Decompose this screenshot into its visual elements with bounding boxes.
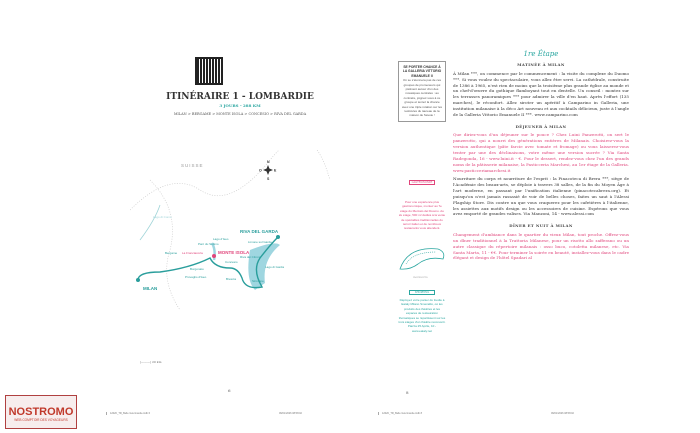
svg-text:Limone sul Garda: Limone sul Garda [248, 240, 272, 244]
main-column [453, 62, 629, 261]
map-scale: |———| 20 km [140, 360, 162, 364]
paragraph: Nourriture du corps et nourriture de l'esprit : la Pinacoteca di Brera ***, siège de l'Académie des beaux-arts, se déploie à travers 38 salles, de la fin du Moyen Âge à l'art moderne, en passant par l'unification italienne (pinacotecabrera.org). Et puisqu'on n'est jamais rassasié de voir de belles choses, faites un saut à l'Alessi Flagship Store. Dis contre un que vous craquerez pour les cafetières à l'italienne, les assiettes aux motifs design ou les accessoires de cuisine. Espérons que vous avez emporté de grandes valises. Via Manzoni, 14 - www.alessi.com [453, 176, 629, 217]
svg-text:N: N [267, 160, 270, 164]
qr-code [195, 57, 223, 85]
svg-text:Concesio: Concesio [225, 260, 238, 264]
svg-text:Brescia: Brescia [226, 277, 237, 281]
food-caption: PANZEROTTO [413, 277, 428, 279]
svg-text:Bergame: Bergame [165, 251, 178, 255]
gastronomie-badge: GASTRONOMIE [409, 180, 435, 185]
sidebar-box-galleria: SE PORTER CHANCE À LA GALLERIA VITTORIO EMANUELE II On se s'étonnera pas de ces groupes de promeneurs qui piétinent autour d'un des mosaïques centrales : au contraire, joignez-vous à ce groupe et tentez la chance avec une triple rotation sur les testicules du taureau de la maison de Savoie ! [398, 61, 446, 122]
itinerary-route: MILAN > BERGAME > MONTE ISOLA > CONCESIO > RIVA DEL GARDA [173, 112, 307, 116]
map-label-riva: RIVA DEL GARDA [240, 229, 279, 234]
svg-text:S: S [267, 177, 270, 181]
gastronomie-note: Pour une expérience plus gastronomique, montez au 7e étage du Mercato del Duomo. Au 2e étage, 500 m² dédiés à la vente de spécialités traditionnelles du terroir italien et de nombreux restaurants vous attendent. [398, 200, 446, 231]
svg-text:Lago di Como: Lago di Como [153, 215, 172, 219]
paragraph: Que diriez-vous d'un déjeuner sur le pouce ? Chez Luini Panzerotti, on sert le panzerotto, qui a nourri des générations entières de Milanais. Choisirez-vous la version authentique (pâte farcie avec tomate et fromage) ou vous laisserez-vous tenter par une des déclinaisons, votre même une version sucrée ? Via Santa Radegonda, 16 - www.luini.it - €. Pour le dessert, rendez-vous chez l'un des grands noms de la pâtisserie milanaise, la Pasticceria Marchesi, au 1er étage de la Galleria. www.pasticceriamarchesi.it [453, 132, 629, 173]
page-number-left: 6 [228, 388, 231, 393]
svg-text:Lago d'Iseo: Lago d'Iseo [213, 237, 229, 241]
section-heading: MATINÉE À MILAN [517, 62, 565, 67]
shopping-badge: SHOPPING [409, 290, 435, 295]
section-heading: DÎNER ET NUIT À MILAN [509, 223, 573, 229]
section-heading: DÉJEUNER À MILAN [515, 123, 567, 129]
svg-text:E: E [274, 168, 277, 173]
print-date: 09/01/2026 08:58:02 [551, 412, 574, 415]
svg-text:Lago di Garda: Lago di Garda [265, 265, 285, 269]
svg-text:Borgonato: Borgonato [190, 267, 204, 271]
etape-title: 1re Étape [523, 50, 559, 58]
svg-text:La Franciacorta: La Franciacorta [182, 251, 203, 255]
map-label-monte-isola: MONTE ISOLA [218, 250, 250, 255]
svg-text:Riva dei Citrons: Riva dei Citrons [240, 255, 262, 259]
print-slug: 12020_TR_Belle Gourmande.indb 6 [106, 412, 150, 415]
paragraph: Changement d'ambiance dans le quartier du vieux Milan, tout proche. Offrez-vous un dîner traditionnel à la Trattoria Milanese, pour un risotto allo zafferano ou un autre classique du répertoire milanais : osso buco, cotoletta milanese, etc. Via Santa Marta, 11 - €€. Pour terminer la soirée en beauté, installez-vous dans le cadre élégant et design de l'hôtel Spadari al [453, 232, 629, 261]
svg-text:Sirmione: Sirmione [252, 279, 264, 283]
nostromo-logo: NOSTROMO WEB COMPTOIR DES VOYAGEURS [5, 395, 77, 429]
print-slug: 12020_TR_Belle Gourmande.indb 8 [378, 412, 422, 415]
panzerotto-illustration [398, 244, 448, 274]
print-date: 09/01/2026 08:58:02 [279, 412, 302, 415]
svg-text:Provaglio d'Iseo: Provaglio d'Iseo [185, 275, 207, 279]
map-label-milan: MILAN [143, 286, 158, 291]
route-map [130, 150, 330, 310]
itinerary-title: ITINÉRAIRE 1 - LOMBARDIE [166, 92, 314, 102]
map-label-country: SUISSE [181, 163, 204, 168]
svg-text:Parc du Sebino: Parc du Sebino [198, 242, 219, 246]
eataly-note: Déployez votre panier du foodie à Eataly Milano Smeraldo, où les produits des théâtres et les espaces de restauration thématiques se répartissent sur les trois étages d'un théâtre reconverti. Piazza 25 Aprile, 10 - www.eataly.net [398, 298, 446, 333]
compass-icon [259, 160, 277, 181]
border-line [130, 150, 330, 210]
itinerary-subtitle: 3 JOURS - 288 KM [219, 103, 261, 108]
svg-text:O: O [259, 168, 262, 173]
paragraph: À Milan ***, on commence par le commencement : la visite du complexe du Duomo ***. Si vous voulez du spectaculaire, vous allez être servi. La cathédrale, construite de 1386 à 1965, n'est rien de moins que la troisième plus grande église au monde et un chef-d'œuvre du gothique flamboyant tout en dentelle. Un conseil : montez sur les terrasses panoramiques *** pour admirer la ville d'en haut. Après l'effort (135 marches), le réconfort. Allez siroter un apéritif à Camparino in Galleria, une institution milanaise à la déco Art nouveau et aux cocktails délicieux, juste à l'angle de la Galleria Vittorio Emanuele II ***. www.camparino.com [453, 70, 629, 117]
page-number-right: 8 [406, 390, 409, 395]
